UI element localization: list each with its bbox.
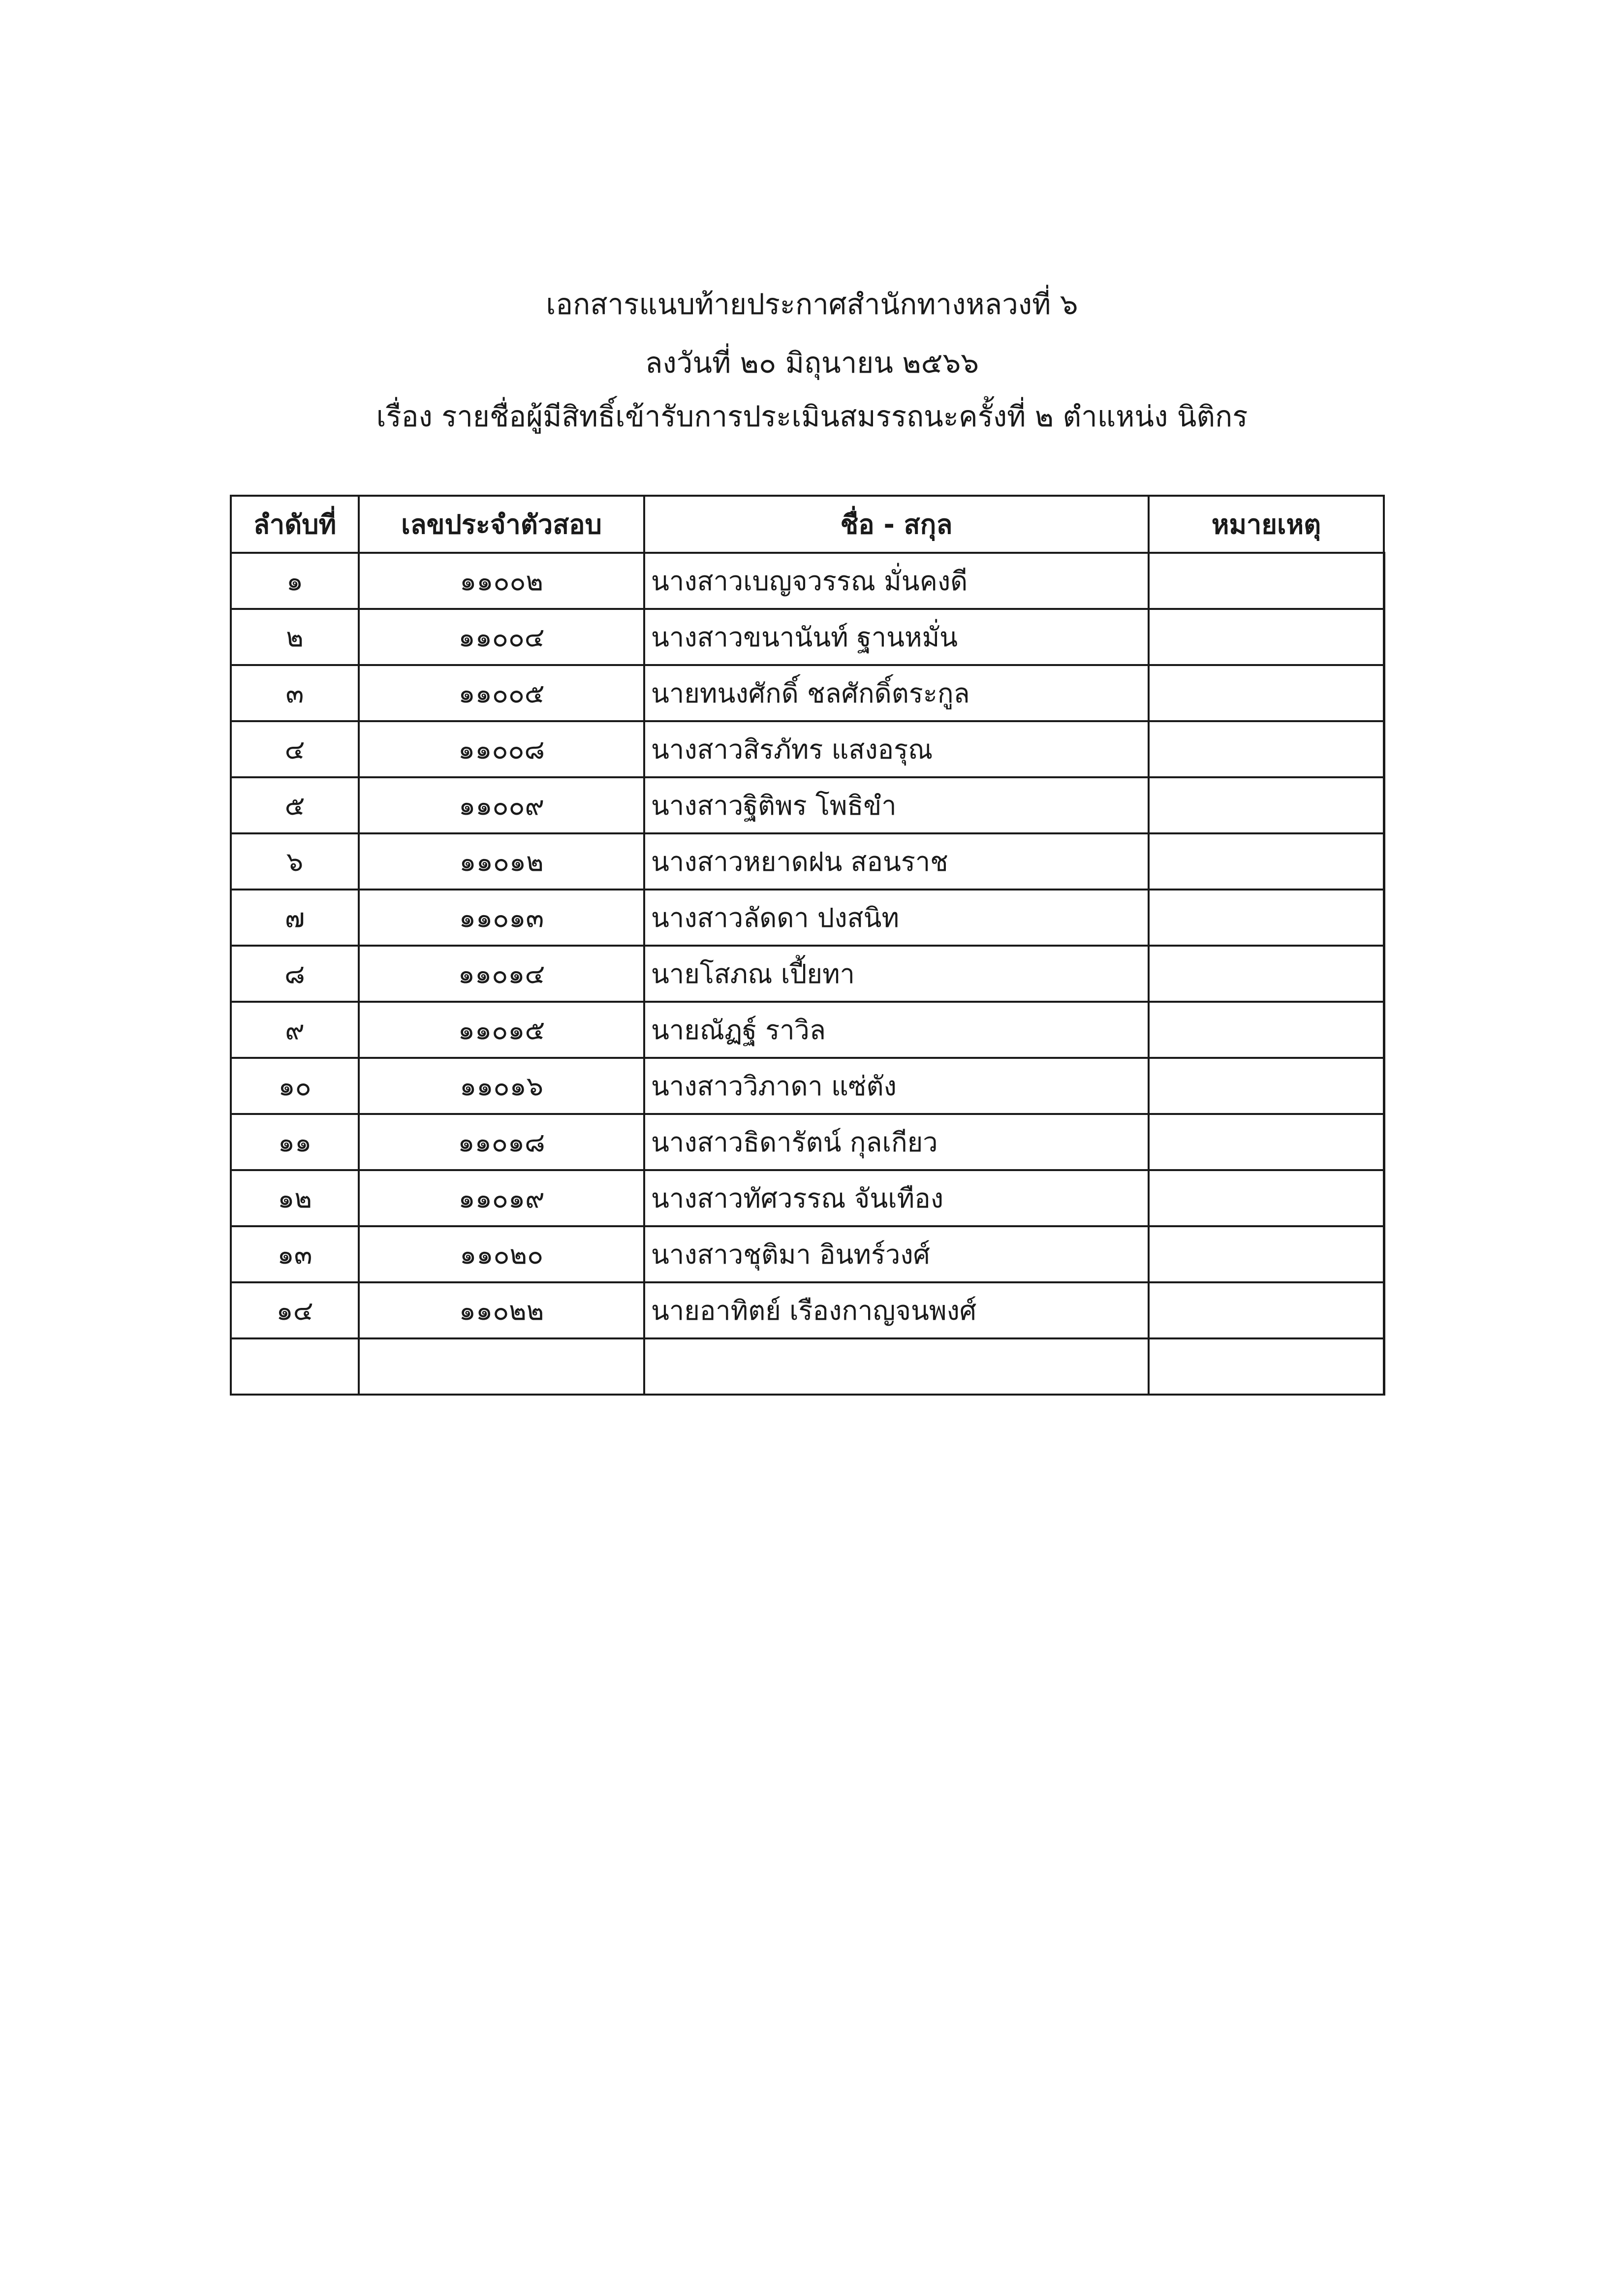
- name-cell: นางสาวฐิติพร โพธิขำ: [644, 777, 1149, 833]
- table-row: [231, 609, 1384, 665]
- document-date-line: ลงวันที่ ๒๐ มิถุนายน ๒๕๖๖: [645, 346, 979, 380]
- note-cell: [1149, 665, 1384, 721]
- note-cell: [1149, 1114, 1384, 1170]
- exam-id-cell: ๑๑๐๐๒: [359, 553, 644, 609]
- name-cell: นางสาวทัศวรรณ จันเทือง: [644, 1170, 1149, 1226]
- table-row: [231, 1114, 1384, 1170]
- order-cell: ๑: [231, 553, 359, 609]
- order-cell: ๑๑: [231, 1114, 359, 1170]
- table-row: [231, 1282, 1384, 1338]
- name-cell: นายโสภณ เปี้ยทา: [644, 946, 1149, 1002]
- order-cell: ๒: [231, 609, 359, 665]
- note-cell: [1149, 1058, 1384, 1114]
- order-cell: ๑๒: [231, 1170, 359, 1226]
- order-cell: ๑๐: [231, 1058, 359, 1114]
- note-cell: [1149, 721, 1384, 777]
- order-cell: ๘: [231, 946, 359, 1002]
- note-cell: [1149, 1002, 1384, 1058]
- note-cell: [1149, 946, 1384, 1002]
- exam-id-cell: ๑๑๐๐๔: [359, 609, 644, 665]
- column-header-name: ชื่อ - สกุล: [644, 496, 1149, 553]
- order-cell: ๖: [231, 833, 359, 890]
- name-cell: นางสาวสิรภัทร แสงอรุณ: [644, 721, 1149, 777]
- order-cell: [231, 1338, 359, 1395]
- note-cell: [1149, 1338, 1384, 1395]
- exam-id-cell: ๑๑๐๑๘: [359, 1114, 644, 1170]
- table-row: [231, 1226, 1384, 1282]
- name-cell: นางสาวเบญจวรรณ มั่นคงดี: [644, 553, 1149, 609]
- order-cell: ๗: [231, 890, 359, 946]
- name-cell: นางสาวหยาดฝน สอนราช: [644, 833, 1149, 890]
- name-cell: นางสาวลัดดา ปงสนิท: [644, 890, 1149, 946]
- table-row: [231, 777, 1384, 833]
- table-row: [231, 553, 1384, 609]
- note-cell: [1149, 1170, 1384, 1226]
- exam-id-cell: ๑๑๐๒๒: [359, 1282, 644, 1338]
- column-header-note: หมายเหตุ: [1149, 496, 1384, 553]
- name-cell: นางสาวขนานันท์ ฐานหมั่น: [644, 609, 1149, 665]
- table-row: [231, 1002, 1384, 1058]
- order-cell: ๙: [231, 1002, 359, 1058]
- name-cell: นายอาทิตย์ เรืองกาญจนพงศ์: [644, 1282, 1149, 1338]
- exam-id-cell: ๑๑๐๐๘: [359, 721, 644, 777]
- exam-id-cell: ๑๑๐๒๐: [359, 1226, 644, 1282]
- exam-id-cell: ๑๑๐๑๔: [359, 946, 644, 1002]
- exam-id-cell: ๑๑๐๑๓: [359, 890, 644, 946]
- note-cell: [1149, 777, 1384, 833]
- name-cell: นางสาวชุติมา อินทร์วงศ์: [644, 1226, 1149, 1282]
- column-header-exam-id: เลขประจำตัวสอบ: [359, 496, 644, 553]
- exam-id-cell: [359, 1338, 644, 1395]
- name-cell: นางสาวธิดารัตน์ กุลเกียว: [644, 1114, 1149, 1170]
- exam-id-cell: ๑๑๐๑๕: [359, 1002, 644, 1058]
- note-cell: [1149, 609, 1384, 665]
- column-header-order: ลำดับที่: [231, 496, 359, 553]
- document-heading-line-1: เอกสารแนบท้ายประกาศสำนักทางหลวงที่ ๖: [546, 287, 1078, 321]
- table-row: [231, 890, 1384, 946]
- document-subject-line: เรื่อง รายชื่อผู้มีสิทธิ์เข้ารับการประเมินสมรรถนะครั้งที่ ๒ ตำแหน่ง นิติกร: [376, 400, 1248, 433]
- note-cell: [1149, 890, 1384, 946]
- exam-id-cell: ๑๑๐๑๙: [359, 1170, 644, 1226]
- order-cell: ๔: [231, 721, 359, 777]
- name-cell: นายณัฏฐ์ ราวิล: [644, 1002, 1149, 1058]
- note-cell: [1149, 1282, 1384, 1338]
- name-cell: [644, 1338, 1149, 1395]
- table-row: [231, 1058, 1384, 1114]
- order-cell: ๑๔: [231, 1282, 359, 1338]
- candidate-table: [230, 495, 1385, 1396]
- table-header-row: [231, 496, 1384, 553]
- table-row: [231, 1170, 1384, 1226]
- order-cell: ๑๓: [231, 1226, 359, 1282]
- exam-id-cell: ๑๑๐๑๒: [359, 833, 644, 890]
- note-cell: [1149, 553, 1384, 609]
- table-row: [231, 721, 1384, 777]
- exam-id-cell: ๑๑๐๐๕: [359, 665, 644, 721]
- table-row: [231, 833, 1384, 890]
- exam-id-cell: ๑๑๐๐๙: [359, 777, 644, 833]
- note-cell: [1149, 1226, 1384, 1282]
- name-cell: นายทนงศักดิ์ ชลศักดิ์ตระกูล: [644, 665, 1149, 721]
- table-row: [231, 946, 1384, 1002]
- table-row: [231, 1338, 1384, 1395]
- order-cell: ๓: [231, 665, 359, 721]
- note-cell: [1149, 833, 1384, 890]
- table-row: [231, 665, 1384, 721]
- exam-id-cell: ๑๑๐๑๖: [359, 1058, 644, 1114]
- order-cell: ๕: [231, 777, 359, 833]
- name-cell: นางสาววิภาดา แซ่ตัง: [644, 1058, 1149, 1114]
